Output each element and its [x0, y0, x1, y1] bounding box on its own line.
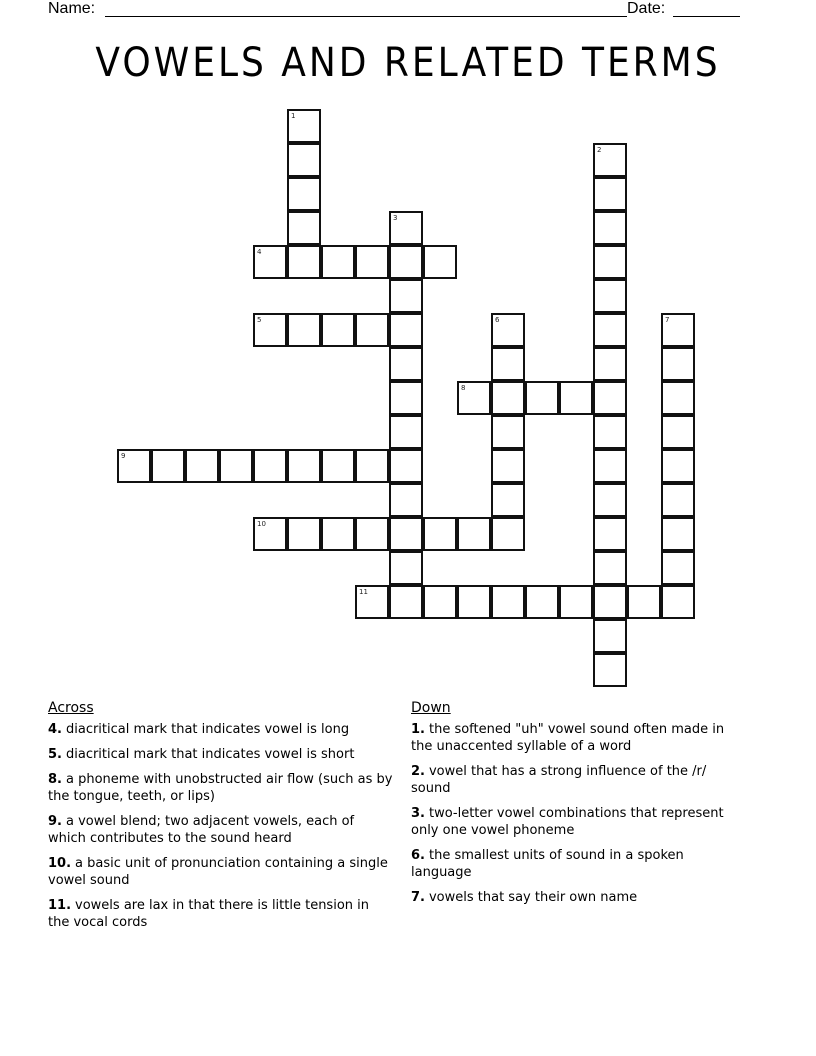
- clue-item-text: vowel that has a strong influence of the /r/ sound: [411, 764, 707, 796]
- crossword-cell[interactable]: [287, 143, 321, 177]
- crossword-cell[interactable]: [661, 449, 695, 483]
- crossword-cell[interactable]: [593, 415, 627, 449]
- crossword-cell[interactable]: [491, 449, 525, 483]
- crossword-cell[interactable]: [593, 517, 627, 551]
- page-title: VOWELS AND RELATED TERMS: [95, 40, 721, 86]
- crossword-cell[interactable]: [253, 245, 287, 279]
- clue-item: [411, 847, 746, 881]
- crossword-cell[interactable]: [661, 551, 695, 585]
- across-heading: Across: [48, 700, 94, 716]
- clue-number: 5: [257, 316, 262, 324]
- crossword-cell[interactable]: [593, 619, 627, 653]
- crossword-cell[interactable]: [661, 415, 695, 449]
- crossword-cell[interactable]: [253, 449, 287, 483]
- clue-item: [48, 771, 393, 805]
- crossword-cell[interactable]: [491, 585, 525, 619]
- clue-item: [411, 763, 746, 797]
- crossword-cell[interactable]: [389, 347, 423, 381]
- crossword-cell[interactable]: [491, 381, 525, 415]
- crossword-cell[interactable]: [389, 279, 423, 313]
- crossword-cell[interactable]: [491, 483, 525, 517]
- clue-item-number: 5.: [48, 747, 62, 762]
- crossword-cell[interactable]: [559, 585, 593, 619]
- clue-item-text: two-letter vowel combinations that represent only one vowel phoneme: [411, 806, 724, 838]
- crossword-cell[interactable]: [423, 517, 457, 551]
- crossword-cell[interactable]: [253, 517, 287, 551]
- crossword-cell[interactable]: [287, 313, 321, 347]
- crossword-cell[interactable]: [287, 517, 321, 551]
- crossword-cell[interactable]: [559, 381, 593, 415]
- crossword-cell[interactable]: [457, 517, 491, 551]
- clue-item-number: 9.: [48, 814, 62, 829]
- crossword-cell[interactable]: [321, 449, 355, 483]
- crossword-cell[interactable]: [593, 653, 627, 687]
- clue-item-text: vowels are lax in that there is little tension in the vocal cords: [48, 898, 369, 930]
- clue-number: 8: [461, 384, 466, 392]
- down-clue-list: [411, 721, 746, 906]
- crossword-cell[interactable]: [593, 211, 627, 245]
- clue-item: [48, 897, 393, 931]
- clue-number: 2: [597, 146, 602, 154]
- crossword-cell[interactable]: [389, 585, 423, 619]
- crossword-cell[interactable]: [287, 449, 321, 483]
- clue-item-text: the smallest units of sound in a spoken language: [411, 848, 684, 880]
- clue-item-number: 4.: [48, 722, 62, 737]
- crossword-cell[interactable]: [593, 551, 627, 585]
- crossword-cell[interactable]: [389, 245, 423, 279]
- clue-item-text: a basic unit of pronunciation containing a single vowel sound: [48, 856, 388, 888]
- crossword-cell[interactable]: [593, 279, 627, 313]
- crossword-cell[interactable]: [389, 449, 423, 483]
- date-label: Date:: [627, 0, 666, 17]
- crossword-cell[interactable]: [151, 449, 185, 483]
- clue-item-text: a vowel blend; two adjacent vowels, each of which contributes to the sound heard: [48, 814, 355, 846]
- crossword-cell[interactable]: [219, 449, 253, 483]
- clue-item-text: the softened "uh" vowel sound often made in the unaccented syllable of a word: [411, 722, 725, 754]
- clue-item: [411, 721, 746, 755]
- clue-item-text: vowels that say their own name: [428, 890, 638, 905]
- crossword-cell[interactable]: [389, 483, 423, 517]
- crossword-cell[interactable]: [389, 313, 423, 347]
- crossword-cell[interactable]: [355, 585, 389, 619]
- crossword-cell[interactable]: [593, 245, 627, 279]
- clue-item-number: 11.: [48, 898, 72, 913]
- crossword-cell[interactable]: [321, 313, 355, 347]
- crossword-cell[interactable]: [389, 381, 423, 415]
- crossword-cell[interactable]: [593, 347, 627, 381]
- crossword-cell[interactable]: [389, 415, 423, 449]
- clue-item: [48, 746, 393, 763]
- crossword-cell[interactable]: [627, 585, 661, 619]
- crossword-cell[interactable]: [593, 449, 627, 483]
- crossword-cell[interactable]: [185, 449, 219, 483]
- crossword-cell[interactable]: [321, 517, 355, 551]
- crossword-cell[interactable]: [661, 483, 695, 517]
- clue-item-text: diacritical mark that indicates vowel is short: [65, 747, 355, 762]
- clue-number: 11: [359, 588, 368, 596]
- crossword-cell[interactable]: [593, 177, 627, 211]
- crossword-cell[interactable]: [355, 449, 389, 483]
- clue-item-number: 2.: [411, 764, 425, 779]
- crossword-cell[interactable]: [491, 415, 525, 449]
- clue-item-number: 7.: [411, 890, 425, 905]
- crossword-cell[interactable]: [661, 313, 695, 347]
- crossword-cell[interactable]: [491, 347, 525, 381]
- crossword-cell[interactable]: [661, 517, 695, 551]
- crossword-cell[interactable]: [423, 585, 457, 619]
- clue-item: [48, 721, 393, 738]
- crossword-cell[interactable]: [661, 381, 695, 415]
- clue-item-number: 1.: [411, 722, 425, 737]
- crossword-cell[interactable]: [287, 177, 321, 211]
- clue-number: 6: [495, 316, 500, 324]
- crossword-cell[interactable]: [593, 313, 627, 347]
- clue-item: [48, 813, 393, 847]
- clue-number: 3: [393, 214, 398, 222]
- clue-item-text: diacritical mark that indicates vowel is long: [65, 722, 350, 737]
- clue-number: 9: [121, 452, 126, 460]
- crossword-cell[interactable]: [661, 347, 695, 381]
- clue-number: 10: [257, 520, 266, 528]
- clue-item-number: 10.: [48, 856, 72, 871]
- down-clues: [411, 700, 746, 914]
- crossword-cell[interactable]: [389, 211, 423, 245]
- crossword-cell[interactable]: [355, 313, 389, 347]
- clue-number: 1: [291, 112, 296, 120]
- crossword-cell[interactable]: [253, 313, 287, 347]
- clue-number: 4: [257, 248, 262, 256]
- clue-item-number: 8.: [48, 772, 62, 787]
- crossword-cell[interactable]: [389, 551, 423, 585]
- crossword-cell[interactable]: [117, 449, 151, 483]
- clue-item-text: a phoneme with unobstructed air flow (such as by the tongue, teeth, or lips): [48, 772, 393, 804]
- crossword-cell[interactable]: [457, 381, 491, 415]
- across-clue-list: [48, 721, 393, 931]
- crossword-cell[interactable]: [457, 585, 491, 619]
- crossword-cell[interactable]: [355, 245, 389, 279]
- crossword-cell[interactable]: [287, 211, 321, 245]
- across-clues: [48, 700, 393, 939]
- clue-item: [411, 805, 746, 839]
- name-label: Name:: [48, 0, 96, 17]
- crossword-cell[interactable]: [287, 109, 321, 143]
- crossword-cell[interactable]: [423, 245, 457, 279]
- crossword-cell[interactable]: [593, 585, 627, 619]
- crossword-cell[interactable]: [389, 517, 423, 551]
- crossword-cell[interactable]: [525, 585, 559, 619]
- crossword-cell[interactable]: [491, 313, 525, 347]
- crossword-cell[interactable]: [661, 585, 695, 619]
- crossword-cell[interactable]: [593, 381, 627, 415]
- clue-item-number: 6.: [411, 848, 425, 863]
- crossword-cell[interactable]: [491, 517, 525, 551]
- crossword-cell[interactable]: [287, 245, 321, 279]
- clue-item: [411, 889, 746, 906]
- crossword-cell[interactable]: [593, 483, 627, 517]
- crossword-cell[interactable]: [525, 381, 559, 415]
- clue-number: 7: [665, 316, 670, 324]
- crossword-cell[interactable]: [593, 143, 627, 177]
- crossword-cell[interactable]: [355, 517, 389, 551]
- crossword-cell[interactable]: [321, 245, 355, 279]
- down-heading: Down: [411, 700, 451, 716]
- clue-item-number: 3.: [411, 806, 425, 821]
- clue-item: [48, 855, 393, 889]
